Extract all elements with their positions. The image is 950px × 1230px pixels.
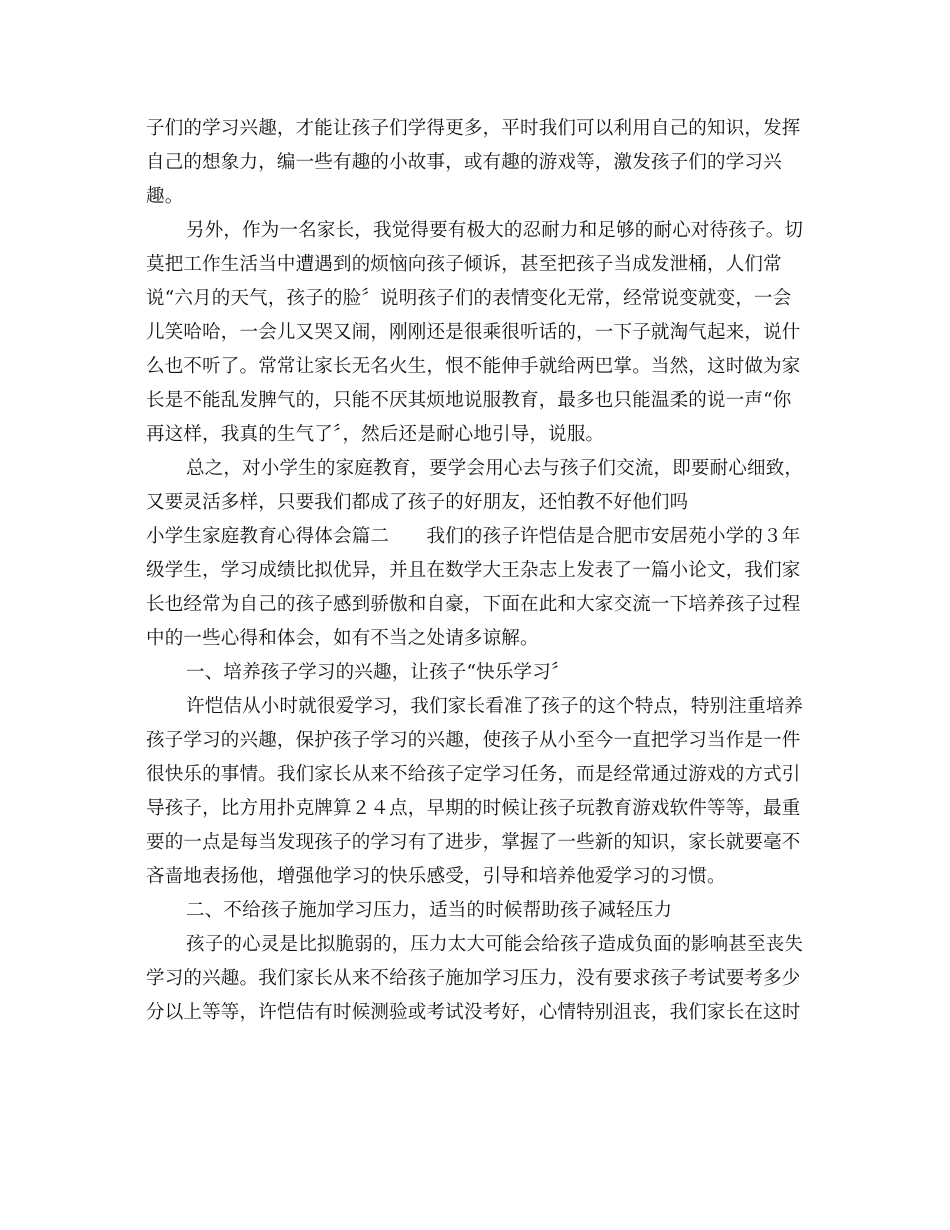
text-line: 长是不能乱发脾气的，只能不厌其烦地说服教育，最多也只能温柔的说一声“你 [146,390,792,411]
text-line: 吝啬地表扬他，增强他学习的快乐感受，引导和培养他爱学习的习惯。 [146,866,726,887]
paragraph-start-line: 许恺佶从小时就很爱学习，我们家长看准了孩子的这个特点，特别注重培养 [186,696,804,717]
text-line: 儿笑哈哈，一会儿又哭又闹，刚刚还是很乘很听话的，一下子就淘气起来，说什 [146,322,801,343]
text-line: 说“六月的天气，孩子的脸〞说明孩子们的表情变化无常，经常说变就变，一会 [146,288,792,309]
text-line: 分以上等等，许恺佶有时候测验或考试没考好，心情特别沮丧，我们家长在这时 [146,1002,801,1023]
text-line: 级学生，学习成绩比拟优异，并且在数学大王杂志上发表了一篇小论文，我们家 [146,560,801,581]
text-line: 莫把工作生活当中遭遇到的烦恼向孩子倾诉，甚至把孩子当成发泄桶，人们常 [146,254,782,275]
text-line: 自己的想象力，编一些有趣的小故事，或有趣的游戏等，激发孩子们的学习兴 [146,152,782,173]
text-line: 么也不听了。常常让家长无名火生，恨不能伸手就给两巴掌。当然，这时做为家 [146,356,801,377]
text-line: 趣。 [146,186,184,207]
text-line: 要的一点是每当发现孩子的学习有了进步，掌握了一些新的知识，家长就要毫不 [146,832,801,853]
text-line: 学习的兴趣。我们家长从来不给孩子施加学习压力，没有要求孩子考试要考多少 [146,968,801,989]
paragraph-start-line: 总之，对小学生的家庭教育，要学会用心去与孩子们交流，即要耐心细致， [186,458,804,479]
text-line: 孩子学习的兴趣，保护孩子学习的兴趣，使孩子从小至今一直把学习当作是一件 [146,730,801,751]
text-line: 再这样，我真的生气了〞，然后还是耐心地引导，说服。 [146,424,605,445]
text-line: 子们的学习兴趣，才能让孩子们学得更多，平时我们可以利用自己的知识，发挥 [146,118,801,139]
text-line: 又要灵活多样，只要我们都成了孩子的好朋友，还怕教不好他们吗 [146,492,689,513]
text-line: 导孩子，比方用扑克牌算２４点，早期的时候让孩子玩教育游戏软件等等，最重 [146,798,801,819]
text-line: 中的一些心得和体会，如有不当之处请多谅解。 [146,628,539,649]
subheading-line: 二、不给孩子施加学习压力，适当的时候帮助孩子减轻压力 [186,900,673,921]
text-line: 长也经常为自己的孩子感到骄傲和自豪，下面在此和大家交流一下培养孩子过程 [146,594,801,615]
text-line: 很快乐的事情。我们家长从来不给孩子定学习任务，而是经常通过游戏的方式引 [146,764,801,785]
section-title-line: 小学生家庭教育心得体会篇二 我们的孩子许恺佶是合肥市安居苑小学的３年 [146,526,801,547]
subheading-line: 一、培养孩子学习的兴趣，让孩子“快乐学习〞 [186,662,570,683]
paragraph-start-line: 孩子的心灵是比拟脆弱的，压力太大可能会给孩子造成负面的影响甚至丧失 [186,934,804,955]
paragraph-start-line: 另外，作为一名家长，我觉得要有极大的忍耐力和足够的耐心对待孩子。切 [186,220,804,241]
